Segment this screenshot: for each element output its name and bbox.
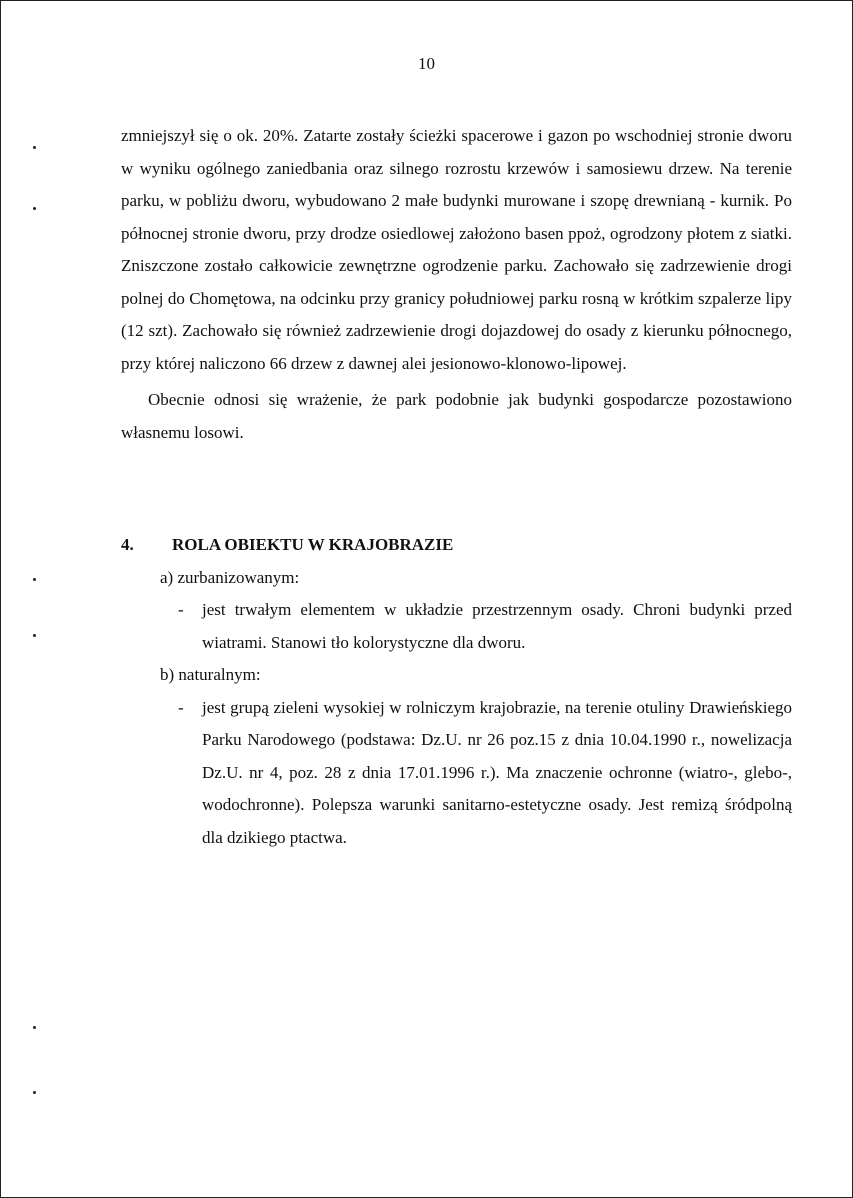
section-title: ROLA OBIEKTU W KRAJOBRAZIE xyxy=(172,535,454,554)
scan-margin-dot xyxy=(33,146,36,149)
list-item-text: jest grupą zieleni wysokiej w rolniczym krajobrazie, na terenie otuliny Drawieńskiego Parku Narodowego (podstawa: Dz.U. nr 26 poz.15 z dnia 10.04.1990 r., nowelizacja Dz.U. nr 4, poz. 28 z dnia 17.01.1996 r.). Ma znaczenie ochronne (wiatro-, glebo-, wodochronne). Polepsza warunki sanitarno-estetyczne osady. Jest remizą śródpolną dla dzikiego ptactwa. xyxy=(202,697,792,847)
scan-margin-dot xyxy=(33,578,36,581)
scan-margin-dot xyxy=(33,207,36,210)
dash-bullet: - xyxy=(178,697,184,717)
paragraph: zmniejszył się o ok. 20%. Zatarte zostały ścieżki spacerowe i gazon po wschodniej stronie dworu w wyniku ogólnego zaniedbania oraz silnego rozrostu krzewów i samosiewu drzew. Na terenie parku, w pobliżu dworu, wybudowano 2 małe budynki murowane i szopę drewnianą - kurnik. Po północnej stronie dworu, przy drodze osiedlowej założono basen ppoż, ogrodzony płotem z siatki. Zniszczone zostało całkowicie zewnętrzne ogrodzenie parku. Zachowało się zadrzewienie drogi polnej do Chomętowa, na odcinku przy granicy południowej parku rosną w krótkim szpalerze lipy (12 szt). Zachowało się również zadrzewienie drogi dojazdowej do osady z kierunku północnego, przy której naliczono 66 drzew z dawnej alei jesionowo-klonowo-lipowej. xyxy=(121,126,792,373)
list-item-text: jest trwałym elementem w układzie przestrzennym osady. Chroni budynki przed wiatrami. Stanowi tło kolorystyczne dla dworu. xyxy=(202,600,792,652)
subsection-label-b: b) naturalnym: xyxy=(160,665,261,684)
section-heading xyxy=(121,529,792,562)
scan-margin-dot xyxy=(33,1026,36,1029)
scan-margin-dot xyxy=(33,1091,36,1094)
section-role-in-landscape xyxy=(121,529,792,854)
list-item xyxy=(178,692,792,855)
body-text xyxy=(121,120,792,449)
section-number: 4. xyxy=(121,535,134,554)
dash-bullet: - xyxy=(178,600,184,619)
page-number: 10 xyxy=(418,54,435,73)
scan-margin-dot xyxy=(33,634,36,637)
paragraph: Obecnie odnosi się wrażenie, że park podobnie jak budynki gospodarcze pozostawiono własnemu losowi. xyxy=(121,390,792,442)
subsection-label-a: a) zurbanizowanym: xyxy=(160,567,300,587)
list-item xyxy=(178,594,792,659)
